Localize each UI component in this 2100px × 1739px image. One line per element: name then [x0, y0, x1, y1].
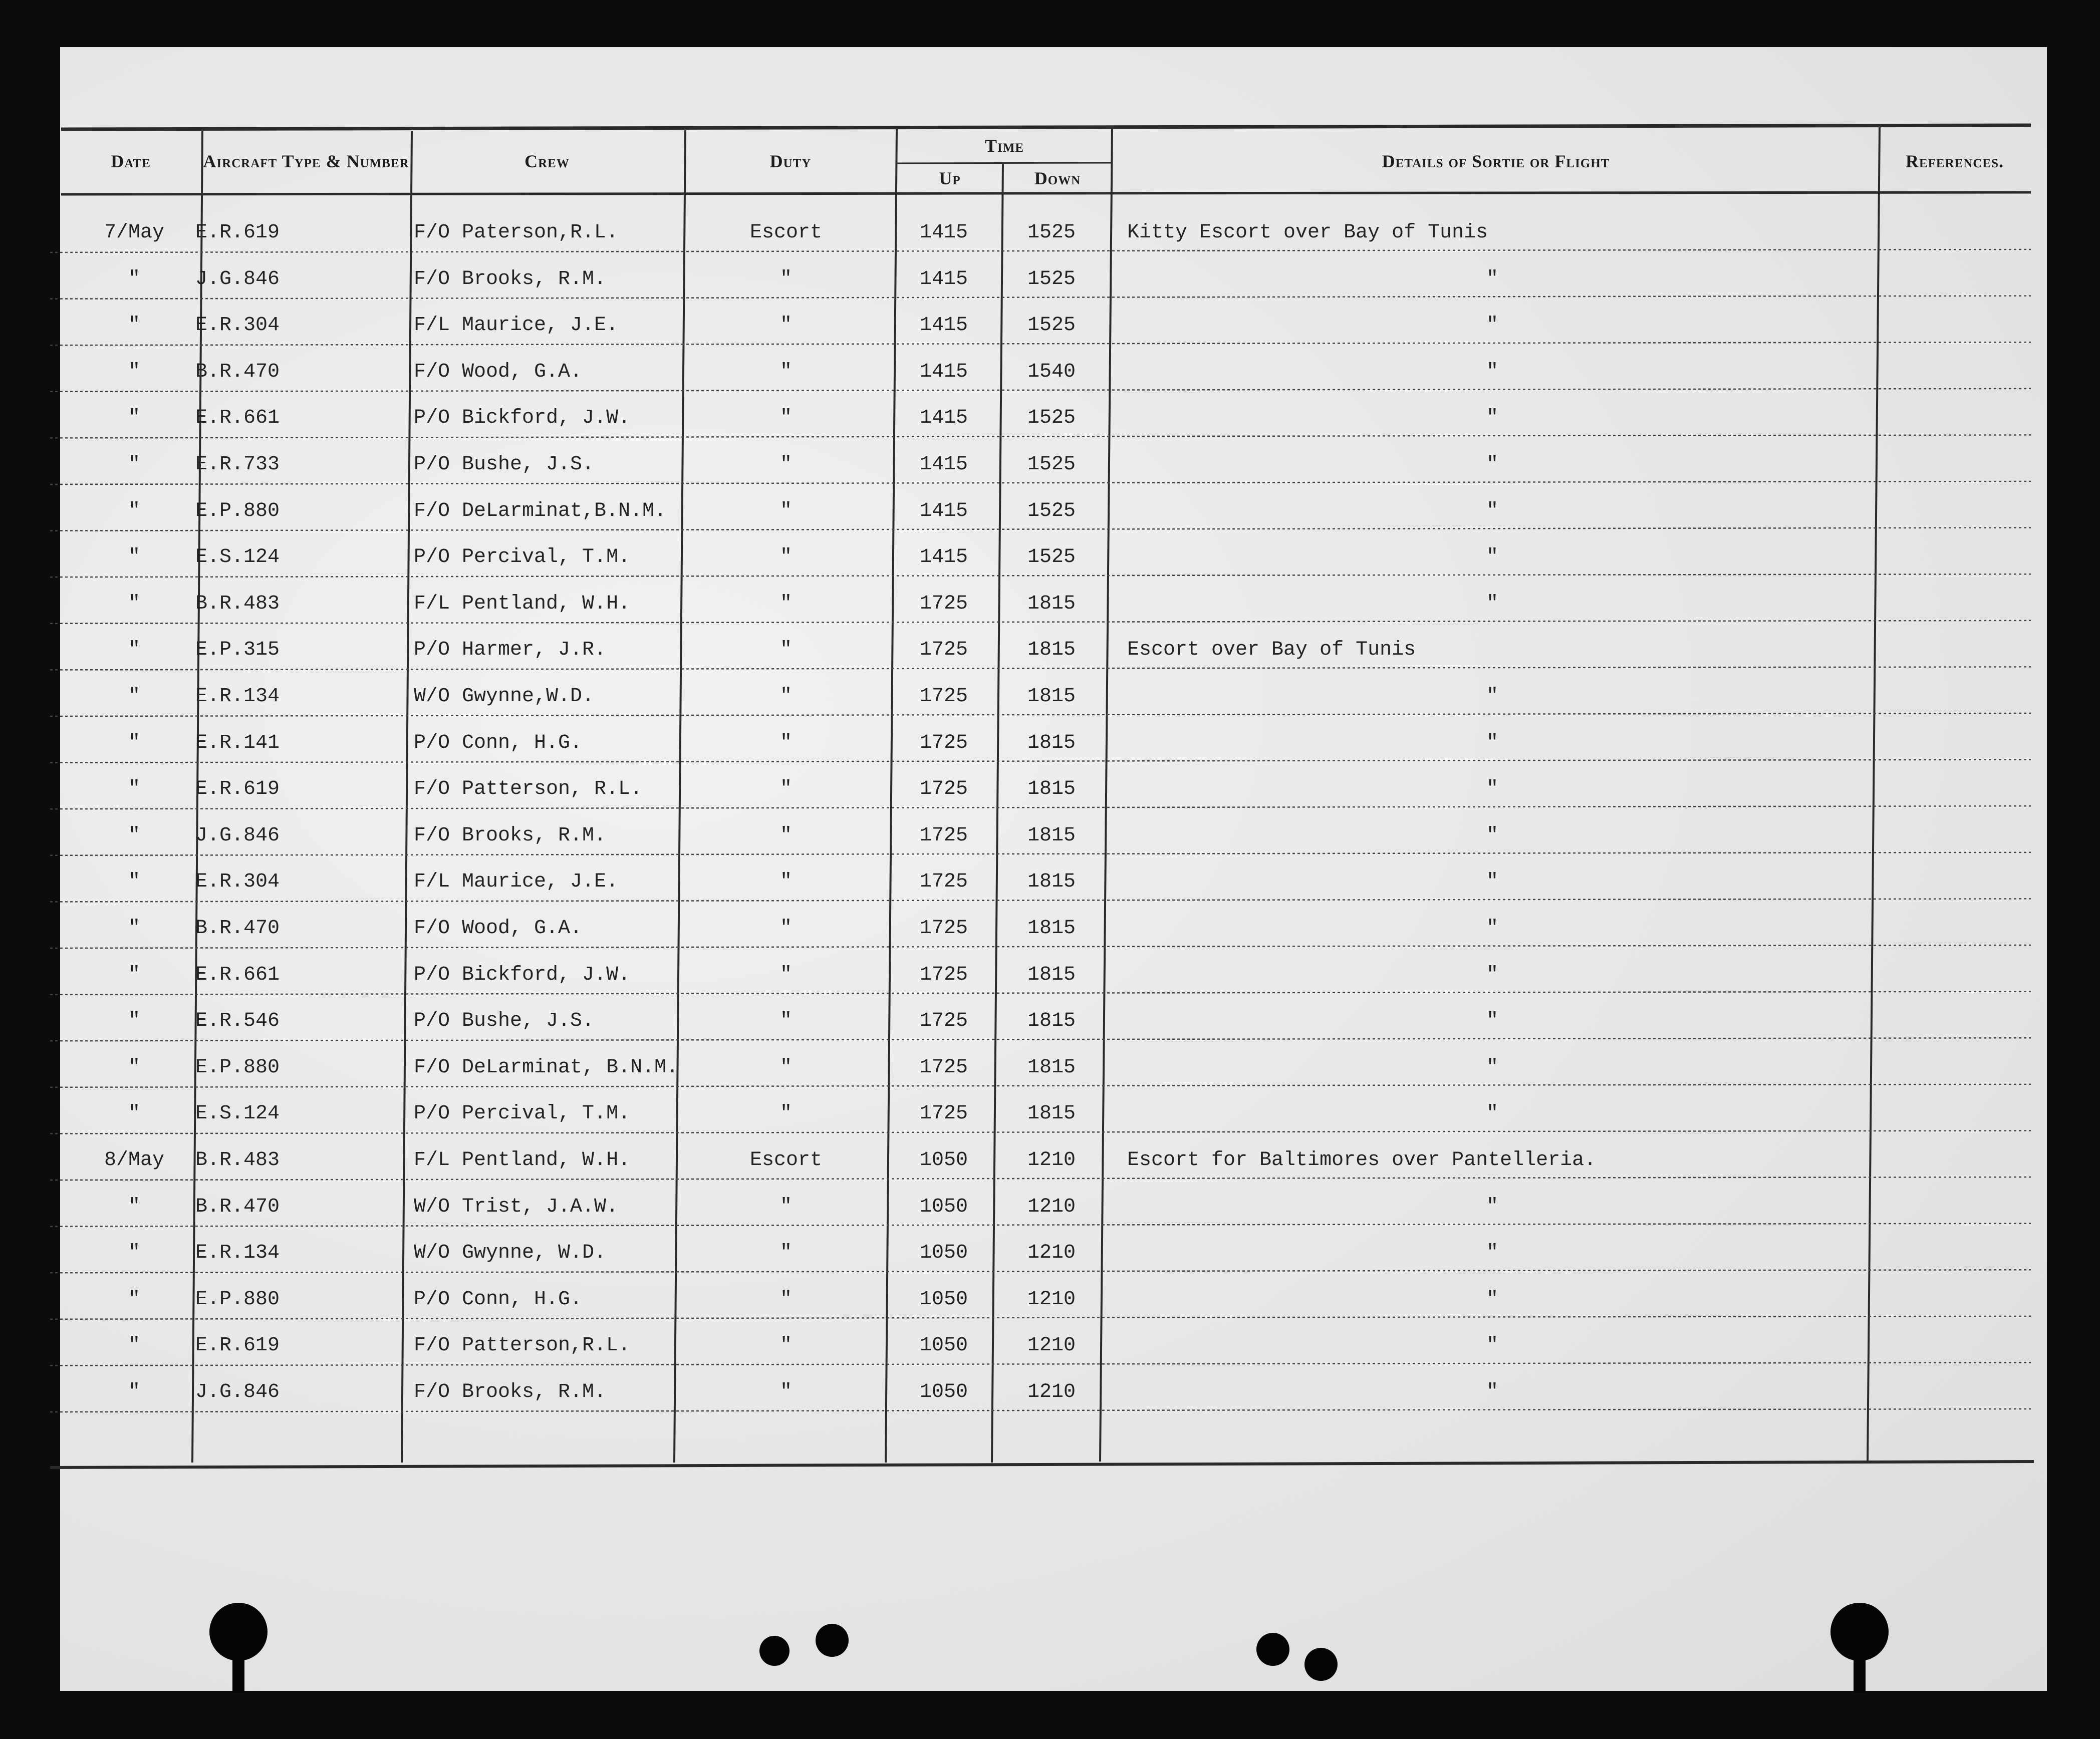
cell-aircraft: B.R.470	[195, 917, 280, 940]
cell-down: 1540	[1027, 360, 1076, 383]
cell-crew: F/L Pentland, W.H.	[414, 1149, 631, 1172]
cell-details: "	[1486, 685, 1498, 708]
cell-up: 1725	[919, 1056, 968, 1079]
cell-down: 1815	[1027, 917, 1076, 940]
col-header-duty: Duty	[769, 151, 812, 172]
cell-down: 1815	[1027, 1056, 1076, 1079]
cell-up: 1725	[919, 1010, 968, 1033]
cell-down: 1525	[1027, 499, 1076, 522]
cell-crew: P/O Bickford, J.W.	[414, 963, 631, 986]
cell-down: 1525	[1027, 546, 1076, 569]
cell-aircraft: E.R.134	[195, 1242, 280, 1265]
cell-details: "	[1486, 917, 1498, 940]
col-header-up: Up	[939, 168, 961, 189]
cell-details: "	[1486, 871, 1498, 894]
cell-details: "	[1486, 824, 1498, 847]
cell-up: 1050	[919, 1149, 968, 1172]
cell-crew: F/O Wood, G.A.	[414, 917, 583, 940]
cell-down: 1210	[1027, 1288, 1076, 1311]
cell-down: 1210	[1027, 1195, 1076, 1218]
cell-down: 1210	[1027, 1381, 1076, 1403]
cell-date: "	[128, 685, 140, 708]
cell-duty: "	[779, 1195, 792, 1218]
cell-details: "	[1486, 1381, 1498, 1403]
cell-aircraft: E.R.619	[195, 1334, 280, 1357]
cell-date: "	[128, 824, 140, 847]
cell-duty: "	[779, 1056, 792, 1079]
cell-up: 1050	[919, 1242, 968, 1265]
cell-aircraft: B.R.470	[195, 360, 280, 383]
col-header-details: Details of Sortie or Flight	[1382, 151, 1610, 172]
cell-duty: Escort	[749, 221, 823, 244]
cell-date: 8/May	[104, 1149, 165, 1172]
cell-duty: "	[779, 1381, 792, 1403]
cell-crew: F/O Brooks, R.M.	[414, 824, 607, 847]
cell-down: 1210	[1027, 1334, 1076, 1357]
cell-down: 1815	[1027, 778, 1076, 801]
cell-duty: "	[779, 1242, 792, 1265]
cell-up: 1725	[919, 685, 968, 708]
cell-aircraft: E.R.619	[195, 778, 280, 801]
cell-details: "	[1486, 1056, 1498, 1079]
cell-up: 1415	[919, 221, 968, 244]
punch-hole	[759, 1636, 790, 1666]
cell-aircraft: E.R.661	[195, 963, 280, 986]
cell-details: Escort over Bay of Tunis	[1127, 639, 1416, 662]
cell-down: 1815	[1027, 1010, 1076, 1033]
cell-date: "	[128, 778, 140, 801]
cell-duty: "	[779, 824, 792, 847]
cell-aircraft: E.R.304	[195, 314, 280, 337]
cell-duty: "	[779, 731, 792, 754]
cell-up: 1415	[919, 453, 968, 476]
cell-date: "	[128, 1334, 140, 1357]
cell-date: "	[128, 1288, 140, 1311]
cell-crew: P/O Percival, T.M.	[414, 1102, 631, 1125]
cell-details: "	[1486, 1334, 1498, 1357]
cell-duty: "	[779, 685, 792, 708]
cell-down: 1815	[1027, 824, 1076, 847]
cell-details: "	[1486, 546, 1498, 569]
cell-crew: F/L Maurice, J.E.	[414, 871, 619, 894]
cell-down: 1525	[1027, 407, 1076, 430]
cell-aircraft: B.R.470	[195, 1195, 280, 1218]
cell-date: "	[128, 1010, 140, 1033]
cell-details: Kitty Escort over Bay of Tunis	[1127, 221, 1488, 244]
cell-crew: P/O Bushe, J.S.	[414, 1010, 595, 1033]
cell-aircraft: B.R.483	[195, 1149, 280, 1172]
cell-up: 1725	[919, 824, 968, 847]
cell-crew: F/O DeLarminat,B.N.M.	[414, 499, 667, 522]
cell-down: 1525	[1027, 221, 1076, 244]
cell-aircraft: E.S.124	[195, 546, 280, 569]
cell-up: 1415	[919, 407, 968, 430]
cell-date: "	[128, 1242, 140, 1265]
cell-crew: P/O Percival, T.M.	[414, 546, 631, 569]
cell-up: 1725	[919, 963, 968, 986]
cell-duty: "	[779, 963, 792, 986]
cell-duty: "	[779, 1010, 792, 1033]
cell-up: 1725	[919, 639, 968, 662]
cell-duty: "	[779, 360, 792, 383]
punch-hole	[1304, 1648, 1338, 1681]
cell-aircraft: E.P.880	[195, 1288, 280, 1311]
cell-duty: "	[779, 1334, 792, 1357]
cell-details: "	[1486, 360, 1498, 383]
cell-duty: "	[779, 407, 792, 430]
cell-date: "	[128, 731, 140, 754]
cell-crew: P/O Harmer, J.R.	[414, 639, 607, 662]
binder-hole-left-slot	[232, 1653, 244, 1693]
cell-up: 1725	[919, 871, 968, 894]
cell-crew: F/O Brooks, R.M.	[414, 267, 607, 291]
cell-up: 1415	[919, 360, 968, 383]
cell-date: "	[128, 963, 140, 986]
cell-aircraft: E.R.134	[195, 685, 280, 708]
cell-duty: "	[779, 639, 792, 662]
cell-duty: "	[779, 267, 792, 291]
cell-crew: F/L Maurice, J.E.	[414, 314, 619, 337]
cell-up: 1050	[919, 1195, 968, 1218]
binder-hole-right	[1830, 1603, 1889, 1661]
cell-details: "	[1486, 778, 1498, 801]
cell-details: "	[1486, 963, 1498, 986]
cell-aircraft: E.S.124	[195, 1102, 280, 1125]
cell-aircraft: B.R.483	[195, 592, 280, 615]
col-header-date: Date	[111, 151, 151, 172]
cell-details: Escort for Baltimores over Pantelleria.	[1127, 1149, 1597, 1172]
cell-date: "	[128, 639, 140, 662]
cell-date: "	[128, 546, 140, 569]
cell-details: "	[1486, 453, 1498, 476]
cell-down: 1525	[1027, 453, 1076, 476]
punch-hole	[1256, 1633, 1289, 1666]
cell-details: "	[1486, 314, 1498, 337]
cell-duty: "	[779, 871, 792, 894]
cell-date: 7/May	[104, 221, 165, 244]
cell-crew: F/O DeLarminat, B.N.M.	[414, 1056, 679, 1079]
cell-down: 1815	[1027, 685, 1076, 708]
cell-down: 1210	[1027, 1242, 1076, 1265]
cell-aircraft: E.R.546	[195, 1010, 280, 1033]
cell-duty: "	[779, 499, 792, 522]
col-header-references: References.	[1905, 151, 2004, 172]
cell-duty: "	[779, 1102, 792, 1125]
cell-crew: W/O Trist, J.A.W.	[414, 1195, 619, 1218]
col-header-aircraft: Aircraft Type & Number	[203, 151, 409, 172]
cell-crew: W/O Gwynne,W.D.	[414, 685, 595, 708]
cell-crew: W/O Gwynne, W.D.	[414, 1242, 607, 1265]
cell-details: "	[1486, 1288, 1498, 1311]
cell-date: "	[128, 1056, 140, 1079]
cell-date: "	[128, 1195, 140, 1218]
cell-up: 1415	[919, 267, 968, 291]
cell-down: 1815	[1027, 592, 1076, 615]
cell-duty: "	[779, 592, 792, 615]
cell-crew: F/O Patterson,R.L.	[414, 1334, 631, 1357]
cell-crew: P/O Conn, H.G.	[414, 731, 583, 754]
cell-details: "	[1486, 1195, 1498, 1218]
cell-crew: P/O Bushe, J.S.	[414, 453, 595, 476]
cell-down: 1815	[1027, 871, 1076, 894]
cell-up: 1050	[919, 1288, 968, 1311]
cell-details: "	[1486, 731, 1498, 754]
cell-crew: F/O Paterson,R.L.	[414, 221, 619, 244]
punch-hole	[816, 1624, 849, 1657]
cell-crew: P/O Bickford, J.W.	[414, 407, 631, 430]
cell-up: 1725	[919, 917, 968, 940]
cell-details: "	[1486, 1010, 1498, 1033]
cell-date: "	[128, 407, 140, 430]
cell-up: 1725	[919, 592, 968, 615]
cell-up: 1725	[919, 778, 968, 801]
cell-date: "	[128, 267, 140, 291]
cell-details: "	[1486, 407, 1498, 430]
cell-details: "	[1486, 1102, 1498, 1125]
col-header-down: Down	[1034, 168, 1081, 189]
cell-date: "	[128, 1102, 140, 1125]
cell-details: "	[1486, 592, 1498, 615]
cell-details: "	[1486, 267, 1498, 291]
cell-crew: P/O Conn, H.G.	[414, 1288, 583, 1311]
cell-up: 1415	[919, 314, 968, 337]
cell-up: 1725	[919, 731, 968, 754]
cell-date: "	[128, 453, 140, 476]
cell-aircraft: E.R.619	[195, 221, 280, 244]
cell-up: 1050	[919, 1381, 968, 1403]
cell-aircraft: E.R.733	[195, 453, 280, 476]
cell-date: "	[128, 499, 140, 522]
cell-aircraft: E.R.661	[195, 407, 280, 430]
cell-aircraft: E.P.880	[195, 499, 280, 522]
cell-aircraft: E.P.880	[195, 1056, 280, 1079]
cell-date: "	[128, 592, 140, 615]
binder-hole-right-slot	[1854, 1653, 1866, 1693]
cell-down: 1815	[1027, 731, 1076, 754]
cell-duty: "	[779, 453, 792, 476]
cell-duty: "	[779, 778, 792, 801]
cell-aircraft: E.R.304	[195, 871, 280, 894]
cell-down: 1525	[1027, 267, 1076, 291]
cell-down: 1815	[1027, 1102, 1076, 1125]
binder-hole-left	[209, 1603, 268, 1661]
cell-duty: "	[779, 1288, 792, 1311]
cell-up: 1415	[919, 499, 968, 522]
cell-up: 1415	[919, 546, 968, 569]
cell-crew: F/O Wood, G.A.	[414, 360, 583, 383]
cell-aircraft: J.G.846	[195, 1381, 280, 1403]
cell-up: 1050	[919, 1334, 968, 1357]
cell-down: 1815	[1027, 639, 1076, 662]
cell-crew: F/O Brooks, R.M.	[414, 1381, 607, 1403]
col-header-crew: Crew	[524, 151, 570, 172]
cell-details: "	[1486, 1242, 1498, 1265]
cell-date: "	[128, 871, 140, 894]
cell-aircraft: E.R.141	[195, 731, 280, 754]
cell-down: 1815	[1027, 963, 1076, 986]
cell-down: 1210	[1027, 1149, 1076, 1172]
cell-date: "	[128, 1381, 140, 1403]
cell-duty: "	[779, 917, 792, 940]
cell-aircraft: J.G.846	[195, 824, 280, 847]
cell-details: "	[1486, 499, 1498, 522]
cell-crew: F/O Patterson, R.L.	[414, 778, 643, 801]
cell-crew: F/L Pentland, W.H.	[414, 592, 631, 615]
col-header-time: Time	[984, 136, 1024, 156]
cell-down: 1525	[1027, 314, 1076, 337]
cell-duty: Escort	[749, 1149, 823, 1172]
cell-duty: "	[779, 546, 792, 569]
cell-aircraft: J.G.846	[195, 267, 280, 291]
cell-duty: "	[779, 314, 792, 337]
cell-up: 1725	[919, 1102, 968, 1125]
cell-date: "	[128, 360, 140, 383]
cell-date: "	[128, 314, 140, 337]
cell-date: "	[128, 917, 140, 940]
cell-aircraft: E.P.315	[195, 639, 280, 662]
